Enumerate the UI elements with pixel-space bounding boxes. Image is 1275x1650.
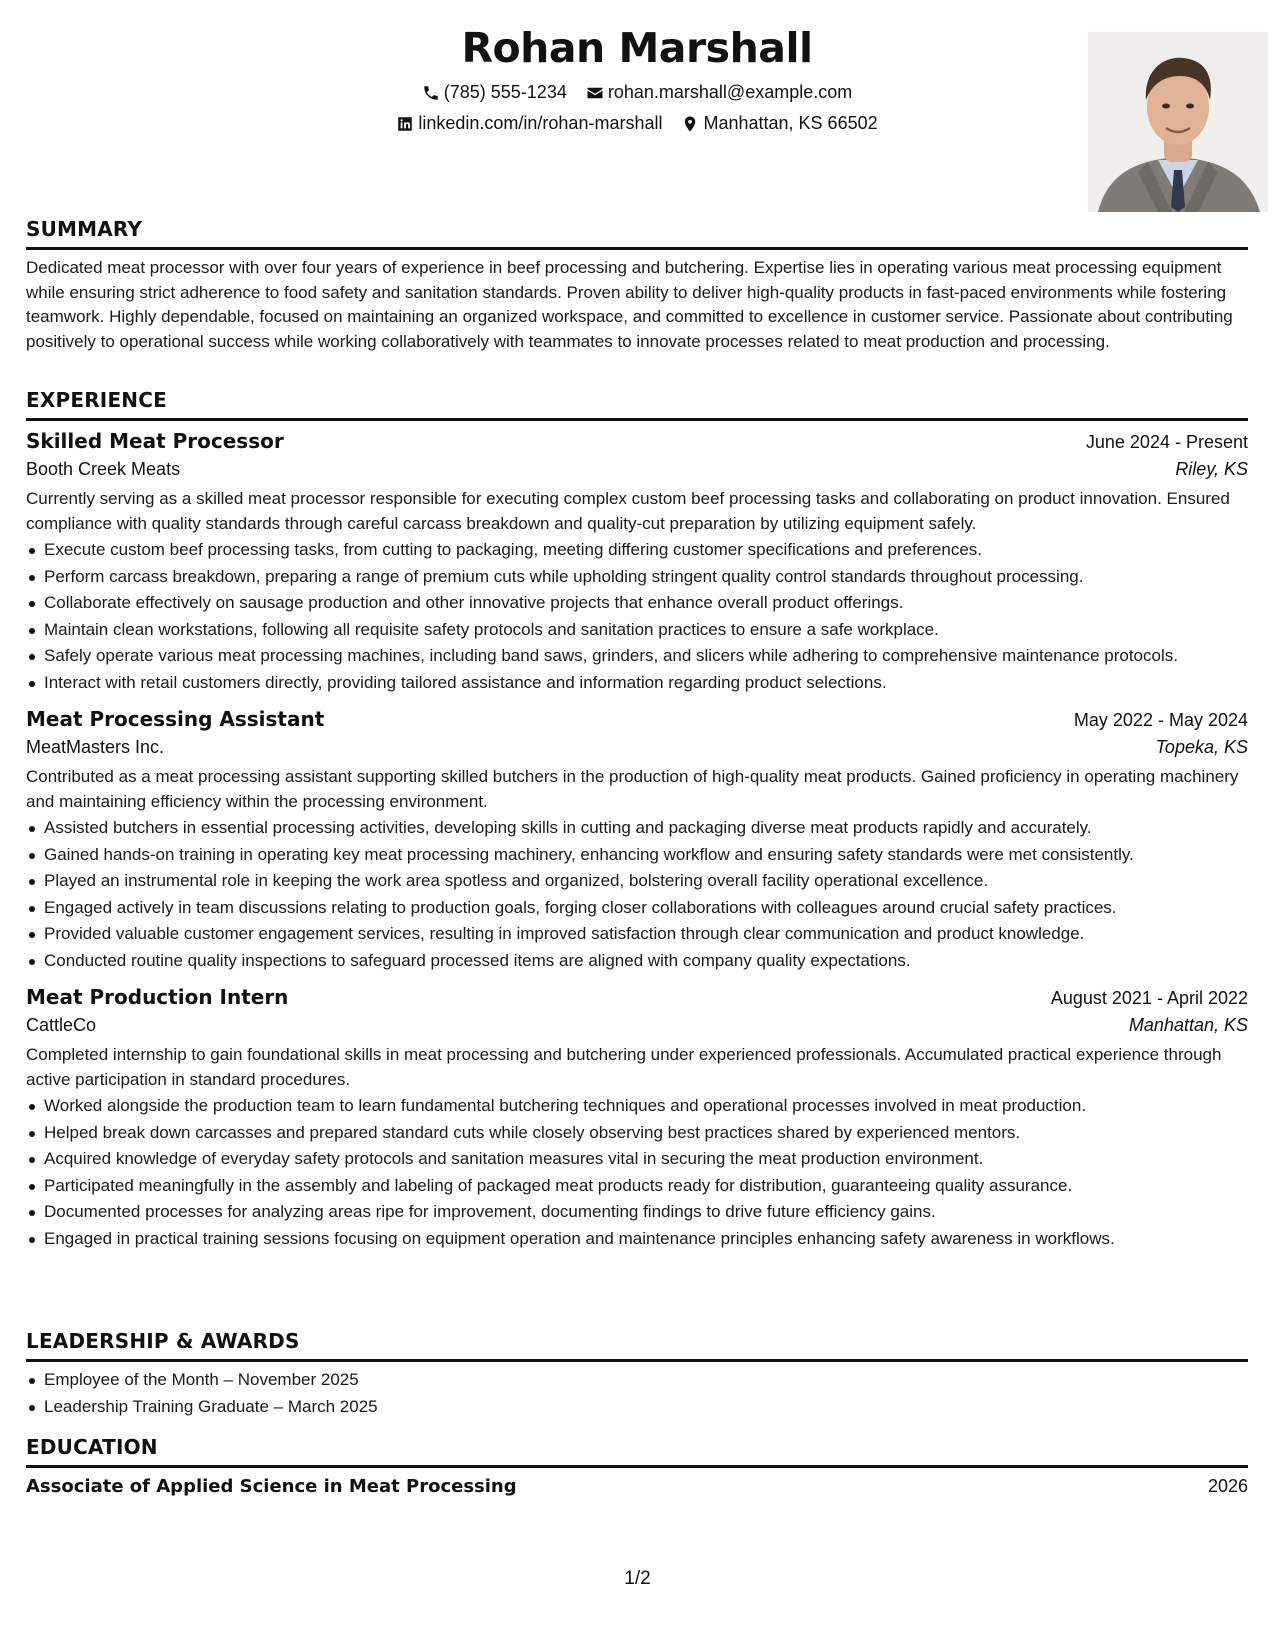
summary-section: [26, 217, 1248, 354]
list-item: Gained hands-on training in operating key meat processing machinery, enhancing workflow and ensuring safety standards were met consistently.: [26, 843, 1248, 868]
resume-header: [26, 22, 1248, 212]
candidate-name: Rohan Marshall: [461, 24, 813, 72]
linkedin-text[interactable]: linkedin.com/in/rohan-marshall: [418, 113, 663, 133]
list-item: Acquired knowledge of everyday safety protocols and sanitation measures vital in securing the meat production environment.: [26, 1147, 1248, 1172]
list-item: Leadership Training Graduate – March 2025: [26, 1395, 1248, 1420]
job-location: Topeka, KS: [1155, 737, 1248, 757]
experience-title: EXPERIENCE: [26, 388, 167, 412]
job-entry: [26, 707, 1248, 973]
email-text[interactable]: rohan.marshall@example.com: [607, 82, 853, 102]
job-description: Contributed as a meat processing assistant supporting skilled butchers in the production of high-quality meat products. Gained proficiency in operating machinery and maintaining efficiency within the processing environment.: [26, 767, 1239, 811]
section-divider: [26, 418, 1248, 421]
contact-linkedin[interactable]: [396, 113, 662, 134]
contact-row-1: [26, 82, 1248, 107]
list-item: Conducted routine quality inspections to safeguard processed items are aligned with company quality expectations.: [26, 949, 1248, 974]
list-item: Worked alongside the production team to learn fundamental butchering techniques and operational processes involved in meat production.: [26, 1094, 1248, 1119]
job-company: MeatMasters Inc.: [26, 737, 165, 757]
list-item: Employee of the Month – November 2025: [26, 1368, 1248, 1393]
list-item: Maintain clean workstations, following all requisite safety protocols and sanitation practices to ensure a safe workplace.: [26, 618, 1248, 643]
job-location: Manhattan, KS: [1128, 1015, 1248, 1035]
job-title: Meat Production Intern: [26, 985, 289, 1009]
job-location: Riley, KS: [1175, 459, 1248, 479]
phone-icon: [422, 84, 440, 102]
edu-year: 2026: [1207, 1476, 1248, 1496]
list-item: Execute custom beef processing tasks, from cutting to packaging, meeting differing customer specifications and preferences.: [26, 538, 1248, 563]
job-bullets: [26, 1094, 1248, 1251]
job-entry: [26, 429, 1248, 695]
leadership-section: [26, 1329, 1248, 1419]
list-item: Participated meaningfully in the assembly and labeling of packaged meat products ready for distribution, guaranteeing quality assurance.: [26, 1174, 1248, 1199]
leadership-title: LEADERSHIP & AWARDS: [26, 1329, 300, 1353]
list-item: Assisted butchers in essential processing activities, developing skills in cutting and packaging diverse meat products rapidly and accurately.: [26, 816, 1248, 841]
linkedin-icon: [396, 115, 414, 133]
list-item: Engaged in practical training sessions focusing on equipment operation and maintenance principles enhancing safety awareness in workflows.: [26, 1227, 1248, 1252]
job-bullets: [26, 538, 1248, 695]
job-dates: June 2024 - Present: [1085, 432, 1248, 452]
job-description: Currently serving as a skilled meat processor responsible for executing complex custom beef processing tasks and collaborating on product innovation. Ensured compliance with quality standards through careful carcass breakdown and quality-cut preparation by utilizing equipment safely.: [26, 489, 1230, 533]
list-item: Helped break down carcasses and prepared standard cuts while closely observing best practices shared by experienced mentors.: [26, 1121, 1248, 1146]
section-divider: [26, 1465, 1248, 1468]
education-entry: [26, 1476, 1248, 1497]
list-item: Collaborate effectively on sausage production and other innovative projects that enhance overall product offerings.: [26, 591, 1248, 616]
list-item: Engaged actively in team discussions relating to production goals, forging closer collaborations with colleagues around crucial safety practices.: [26, 896, 1248, 921]
list-item: Documented processes for analyzing areas ripe for improvement, documenting findings to drive future efficiency gains.: [26, 1200, 1248, 1225]
job-title: Meat Processing Assistant: [26, 707, 325, 731]
section-divider: [26, 247, 1248, 250]
summary-title: SUMMARY: [26, 217, 143, 241]
contact-location: [681, 113, 877, 134]
summary-text: Dedicated meat processor with over four years of experience in beef processing and butchering. Expertise lies in operating various meat processing equipment while ensuring strict adherence to food safety and sanitation standards. Proven ability to deliver high-quality products in fast-paced environments while fostering teamwork. Highly dependable, focused on maintaining an organized workspace, and committed to excellence in customer service. Passionate about contributing positively to operational success while working collaboratively with teammates to innovate processes related to meat production and processing.: [26, 258, 1233, 351]
education-title: EDUCATION: [26, 1435, 158, 1459]
award-list: [26, 1368, 1248, 1419]
job-bullets: [26, 816, 1248, 973]
job-company: Booth Creek Meats: [26, 459, 181, 479]
job-title: Skilled Meat Processor: [26, 429, 284, 453]
map-pin-icon: [681, 115, 699, 133]
section-divider: [26, 1359, 1248, 1362]
list-item: Played an instrumental role in keeping the work area spotless and organized, bolstering overall facility operational excellence.: [26, 869, 1248, 894]
job-entry: [26, 985, 1248, 1251]
experience-section: [26, 388, 1248, 1251]
contact-row-2: [26, 113, 1248, 138]
job-dates: May 2022 - May 2024: [1073, 710, 1248, 730]
list-item: Perform carcass breakdown, preparing a range of premium cuts while upholding stringent quality control standards throughout processing.: [26, 565, 1248, 590]
edu-degree: Associate of Applied Science in Meat Processing: [26, 1476, 517, 1497]
envelope-icon: [586, 84, 604, 102]
job-description: Completed internship to gain foundational skills in meat processing and butchering under experienced professionals. Accumulated practical experience through active participation in standard procedures.: [26, 1045, 1222, 1089]
list-item: Provided valuable customer engagement services, resulting in improved satisfaction through clear communication and product knowledge.: [26, 922, 1248, 947]
phone-text: (785) 555-1234: [443, 82, 567, 102]
list-item: Safely operate various meat processing machines, including band saws, grinders, and slicers while adhering to comprehensive maintenance protocols.: [26, 644, 1248, 669]
profile-photo: [1088, 32, 1268, 212]
job-company: CattleCo: [26, 1015, 97, 1035]
contact-phone: [422, 82, 567, 103]
page-number: 1/2: [624, 1568, 651, 1589]
job-dates: August 2021 - April 2022: [1050, 988, 1248, 1008]
list-item: Interact with retail customers directly, providing tailored assistance and information regarding product selections.: [26, 671, 1248, 696]
education-section: [26, 1435, 1248, 1497]
location-text: Manhattan, KS 66502: [703, 113, 878, 133]
contact-email[interactable]: [586, 82, 852, 103]
